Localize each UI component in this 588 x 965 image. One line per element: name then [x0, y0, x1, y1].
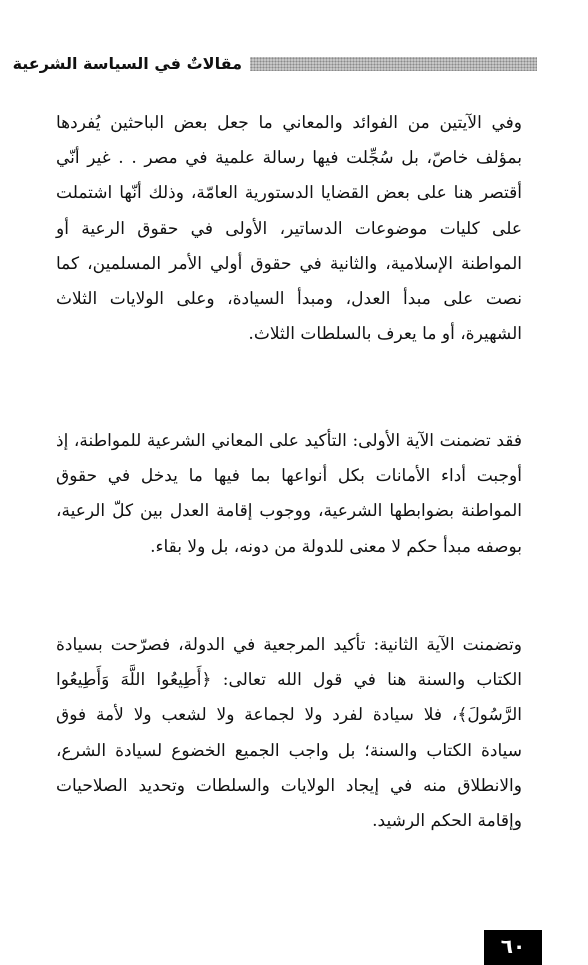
page-number: ٦٠ — [484, 930, 542, 965]
running-title: مقالاتٌ في السياسة الشرعية — [12, 54, 242, 73]
paragraph-text: فقد تضمنت الآية الأولى: التأكيد على المعاني الشرعية للمواطنة، إذ أوجبت أداء الأمانات بكل أنواعها بما فيها ما يدخل في حقوق المواطنة بضوابطها الشرعية، ووجوب إقامة العدل بين كلّ الرعية، بوصفه مبدأ حكم لا معنى للدولة من دونه، بل ولا بقاء. — [56, 431, 522, 557]
paragraph-3 — [56, 628, 522, 839]
paragraph-text: وفي الآيتين من الفوائد والمعاني ما جعل بعض الباحثين يُفردها بمؤلف خاصّ، بل سُجِّلت فيها رسالة علمية في مصر . . غير أنّي أقتصر هنا على بعض القضايا الدستورية العامّة، وذلك أنّها اشتملت على كليات موضوعات الدساتير، الأولى في حقوق الرعية أو المواطنة الإسلامية، والثانية في حقوق أولي الأمر المسلمين، كما نصت على مبدأ العدل، ومبدأ السيادة، وعلى الولايات الثلاث الشهيرة، أو ما يعرف بالسلطات الثلاث. — [56, 113, 522, 345]
page-header — [12, 47, 537, 81]
paragraph-2 — [56, 424, 522, 565]
paragraph-1 — [56, 106, 522, 352]
paragraph-text: وتضمنت الآية الثانية: تأكيد المرجعية في الدولة، فصرّحت بسيادة الكتاب والسنة هنا في قول الله تعالى: ﴿أَطِيعُوا اللَّهَ وَأَطِيعُوا الرَّسُولَ﴾، فلا سيادة لفرد ولا لجماعة ولا لشعب ولا لأمة فوق سيادة الكتاب والسنة؛ بل واجب الجميع الخضوع لسيادة الشرع، والانطلاق منه في إيجاد الولايات والسلطات وتحديد الصلاحيات وإقامة الحكم الرشيد. — [56, 635, 522, 832]
header-ornament-band — [250, 57, 537, 71]
